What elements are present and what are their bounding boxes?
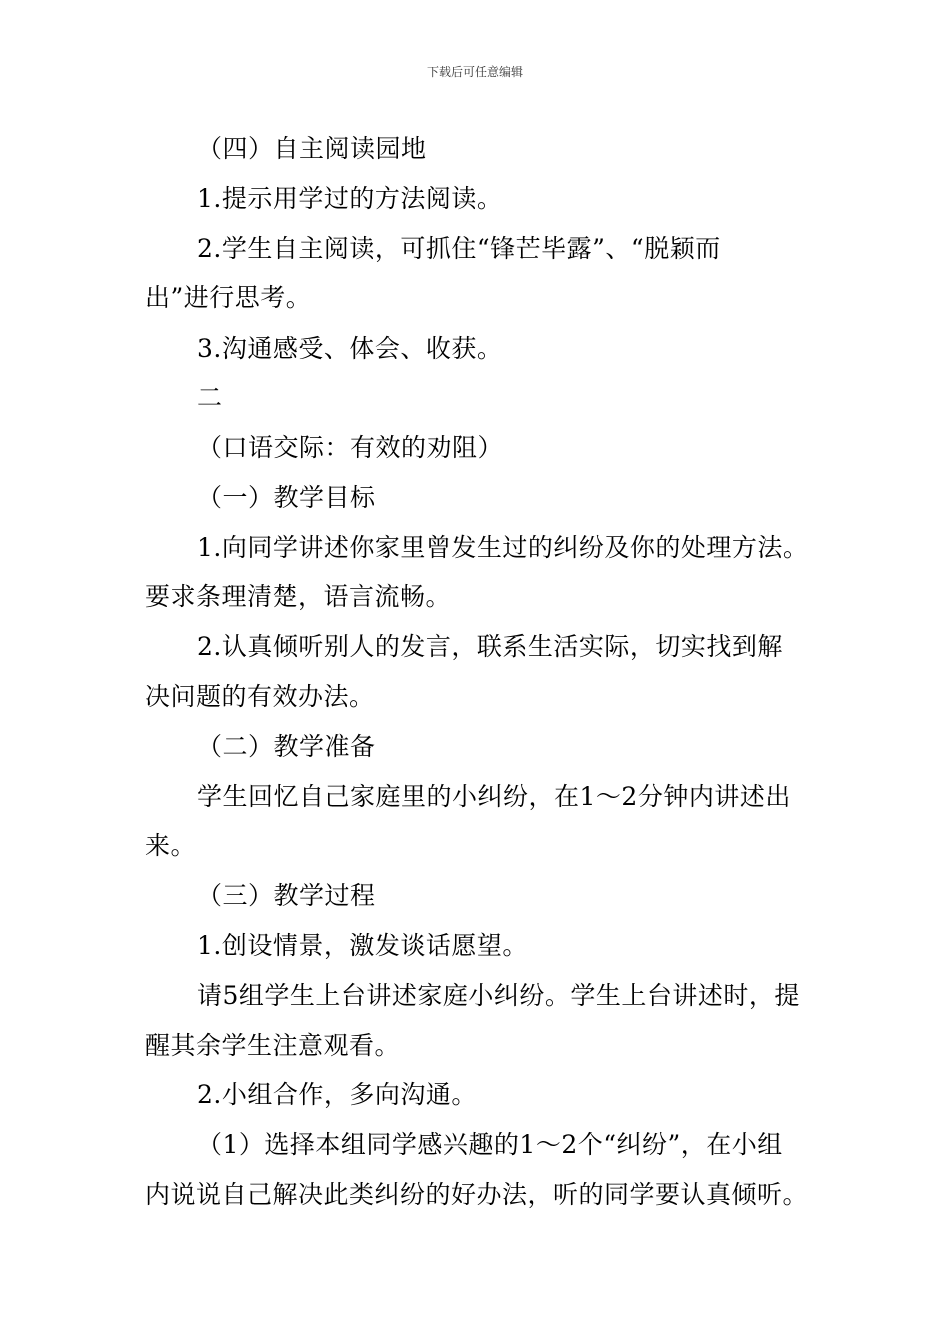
paragraph-line: 1.创设情景，激发谈话愿望。 (197, 931, 528, 960)
paragraph-line: 2.小组合作，多向沟通。 (197, 1080, 477, 1109)
paragraph-line: （1）选择本组同学感兴趣的1～2个“纠纷”，在小组 (197, 1130, 783, 1159)
paragraph-line: 决问题的有效办法。 (145, 682, 375, 711)
paragraph-line: 学生回忆自己家庭里的小纠纷，在1～2分钟内讲述出 (197, 782, 791, 811)
paragraph-line: 1.提示用学过的方法阅读。 (197, 184, 503, 213)
section-heading-teaching-preparation: （二）教学准备 (197, 732, 376, 761)
paragraph-line: 醒其余学生注意观看。 (145, 1031, 401, 1060)
paragraph-line: 内说说自己解决此类纠纷的好办法，听的同学要认真倾听。 (145, 1180, 809, 1209)
paragraph-line: 请5组学生上台讲述家庭小纠纷。学生上台讲述时，提 (197, 981, 800, 1010)
paragraph-line: 2.学生自主阅读，可抓住“锋芒毕露”、“脱颖而 (197, 234, 721, 263)
section-heading-self-reading: （四）自主阅读园地 (197, 134, 427, 163)
paragraph-line: 要求条理清楚，语言流畅。 (145, 582, 452, 611)
paragraph-line: 来。 (145, 831, 197, 860)
paragraph-line: 3.沟通感受、体会、收获。 (197, 334, 503, 363)
page-header: 下载后可任意编辑 (426, 65, 523, 79)
paragraph-line: 1.向同学讲述你家里曾发生过的纠纷及你的处理方法。 (197, 533, 809, 562)
paragraph-line: 出”进行思考。 (145, 283, 312, 312)
paragraph-line: 2.认真倾听别人的发言，联系生活实际，切实找到解 (197, 632, 783, 661)
section-number: 二 (197, 383, 223, 412)
section-heading-oral-communication: （口语交际：有效的劝阻） (197, 433, 504, 462)
section-heading-teaching-goals: （一）教学目标 (197, 483, 376, 512)
section-heading-teaching-process: （三）教学过程 (197, 881, 376, 910)
